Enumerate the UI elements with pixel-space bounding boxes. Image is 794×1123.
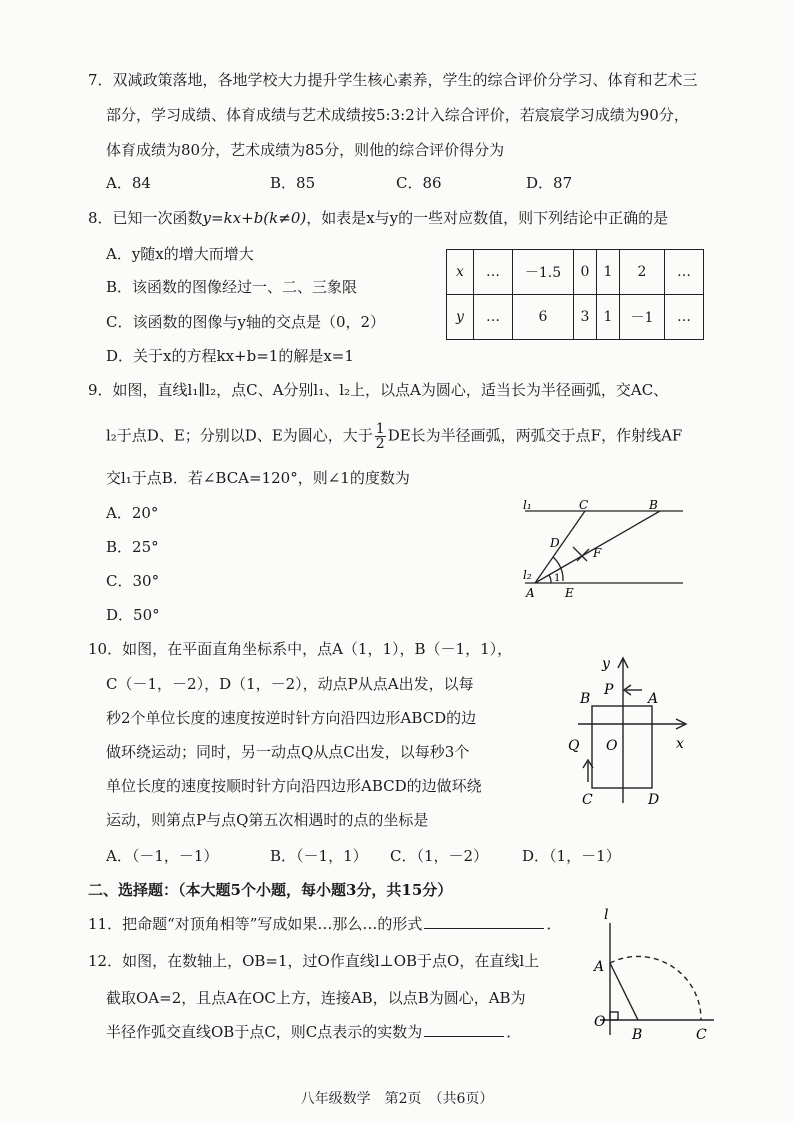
label-b: B [580, 691, 591, 707]
label-c: C [579, 498, 589, 512]
table-cell: y [447, 295, 474, 340]
q7-line-3: 体育成绩为80分，艺术成绩为85分，则他的综合评价得分为 [106, 141, 505, 159]
label-q: Q [568, 738, 580, 754]
q8-formula: y=kx+b(k≠0) [202, 209, 307, 227]
arc-ac [610, 956, 701, 1020]
table-cell: … [474, 295, 513, 340]
q9-line-2 [106, 422, 682, 451]
label-d: D [648, 792, 660, 808]
q8-option-b: B．该函数的图像经过一、二、三象限 [106, 278, 358, 296]
label-a: A [594, 959, 605, 975]
q9-option-a: A．20° [106, 504, 159, 522]
q12-figure [590, 905, 720, 1045]
q11-text: 11．把命题“对顶角相等”写成如果…那么…的形式 [88, 915, 423, 933]
q7-line-2: 部分，学习成绩、体育成绩与艺术成绩按5:3:2计入综合评价，若宸宸学习成绩为90分， [106, 106, 689, 124]
q7-option-a: A．84 [106, 174, 151, 192]
q12-line-3-text: 半径作弧交直线OB于点C，则C点表示的实数为 [106, 1023, 423, 1041]
fraction-denominator: 2 [375, 436, 385, 452]
q7-line-1: 7．双减政策落地，各地学校大力提升学生核心素养，学生的综合评价分学习、体育和艺术三 [88, 71, 698, 89]
label-l: l [604, 907, 609, 923]
fraction-numerator: 1 [375, 421, 385, 437]
angle-1-arc [549, 575, 551, 583]
q8-stem-end: ，如表是x与y的一些对应数值，则下列结论中正确的是 [306, 209, 669, 227]
q9-option-c: C．30° [106, 572, 160, 590]
q10-line-6: 运动，则第点P与点Q第五次相遇时的点的坐标是 [106, 811, 429, 829]
label-b: B [632, 1027, 643, 1043]
q9-option-d: D．50° [106, 606, 160, 624]
q9-figure [515, 495, 690, 605]
q9-line-2-start: l₂于点D、E；分别以D、E为圆心，大于 [106, 426, 373, 445]
rectangle-abcd [592, 706, 652, 788]
q10-line-2: C（－1，－2），D（1，－2），动点P从点A出发，以每 [106, 675, 474, 693]
label-c: C [582, 792, 593, 808]
table-cell: 1 [597, 250, 620, 295]
table-cell: … [665, 295, 704, 340]
label-l2: l₂ [523, 568, 532, 582]
label-f: F [593, 546, 602, 560]
q10-line-3: 秒2个单位长度的速度按逆时针方向沿四边形ABCD的边 [106, 709, 477, 727]
q10-line-1: 10．如图，在平面直角坐标系中，点A（1，1），B（－1，1）， [88, 640, 513, 658]
q11-line [88, 913, 561, 935]
q10-figure [560, 648, 700, 808]
table-cell: x [447, 250, 474, 295]
label-l1: l₁ [523, 498, 532, 512]
arc-f-2 [577, 549, 589, 561]
q9-line-2-end: DE长为半径画弧，两弧交于点F，作射线AF [387, 426, 683, 445]
table-cell: 1 [597, 295, 620, 340]
q7-option-c: C．86 [396, 174, 442, 192]
label-b: B [649, 498, 658, 512]
right-angle-mark [610, 1012, 618, 1020]
q10-option-a: A．（－1，－1） [106, 847, 219, 865]
q9-option-b: B．25° [106, 538, 159, 556]
q9-line-3: 交l₁于点B．若∠BCA=120°，则∠1的度数为 [106, 469, 410, 487]
label-a: A [648, 691, 659, 707]
label-o: O [606, 738, 618, 754]
q9-fraction [375, 422, 386, 451]
q10-option-c: C．（1，－2） [390, 847, 489, 865]
table-row-y [447, 295, 704, 340]
q10-line-4: 做环绕运动；同时，另一动点Q从点C出发，以每秒3个 [106, 743, 470, 761]
table-cell: －1.5 [513, 250, 574, 295]
label-y: y [602, 656, 610, 672]
q12-answer-blank[interactable] [424, 1022, 504, 1037]
q8-option-c: C．该函数的图像与y轴的交点是（0，2） [106, 313, 386, 331]
q8-stem-start: 8．已知一次函数 [88, 209, 203, 227]
q10-line-5: 单位长度的速度按顺时针方向沿四边形ABCD的边做环绕 [106, 777, 482, 795]
q8-option-d: D．关于x的方程kx+b=1的解是x=1 [106, 347, 354, 365]
table-cell: 0 [574, 250, 597, 295]
table-cell: 2 [620, 250, 665, 295]
label-e: E [565, 586, 574, 600]
q12-line-2: 截取OA=2，且点A在OC上方，连接AB，以点B为圆心，AB为 [106, 989, 526, 1007]
label-o: O [594, 1014, 606, 1030]
table-cell: 6 [513, 295, 574, 340]
q8-line-1 [88, 207, 668, 229]
page-footer: 八年级数学 第2页 （共6页） [300, 1091, 494, 1107]
q9-line-1: 9．如图，直线l₁∥l₂，点C、A分别l₁、l₂上，以点A为圆心，适当长为半径画弧，交AC、 [88, 381, 669, 399]
table-cell: … [474, 250, 513, 295]
table-row-x [447, 250, 704, 295]
table-cell: －1 [620, 295, 665, 340]
section-2-heading: 二、选择题：（本大题5个小题，每小题3分，共15分） [88, 881, 453, 899]
q12-line-1: 12．如图，在数轴上，OB=1，过O作直线l⊥OB于点O，在直线l上 [88, 952, 540, 970]
q12-period: ． [506, 1023, 522, 1041]
label-p: P [604, 682, 614, 698]
q8-option-a: A．y随x的增大而增大 [106, 245, 254, 263]
q11-answer-blank[interactable] [424, 914, 544, 929]
q11-period: ． [546, 915, 562, 933]
q8-value-table [446, 249, 704, 340]
label-c: C [696, 1027, 707, 1043]
label-x: x [676, 736, 684, 752]
label-d: D [550, 536, 560, 550]
label-angle-1: 1 [554, 573, 561, 584]
q7-option-d: D．87 [526, 174, 573, 192]
q7-option-b: B．85 [270, 174, 316, 192]
table-cell: … [665, 250, 704, 295]
q12-line-3 [106, 1021, 521, 1043]
label-a: A [526, 586, 535, 600]
q10-option-d: D．（1，－1） [522, 847, 621, 865]
q10-option-b: B．（－1，1） [270, 847, 368, 865]
table-cell: 3 [574, 295, 597, 340]
